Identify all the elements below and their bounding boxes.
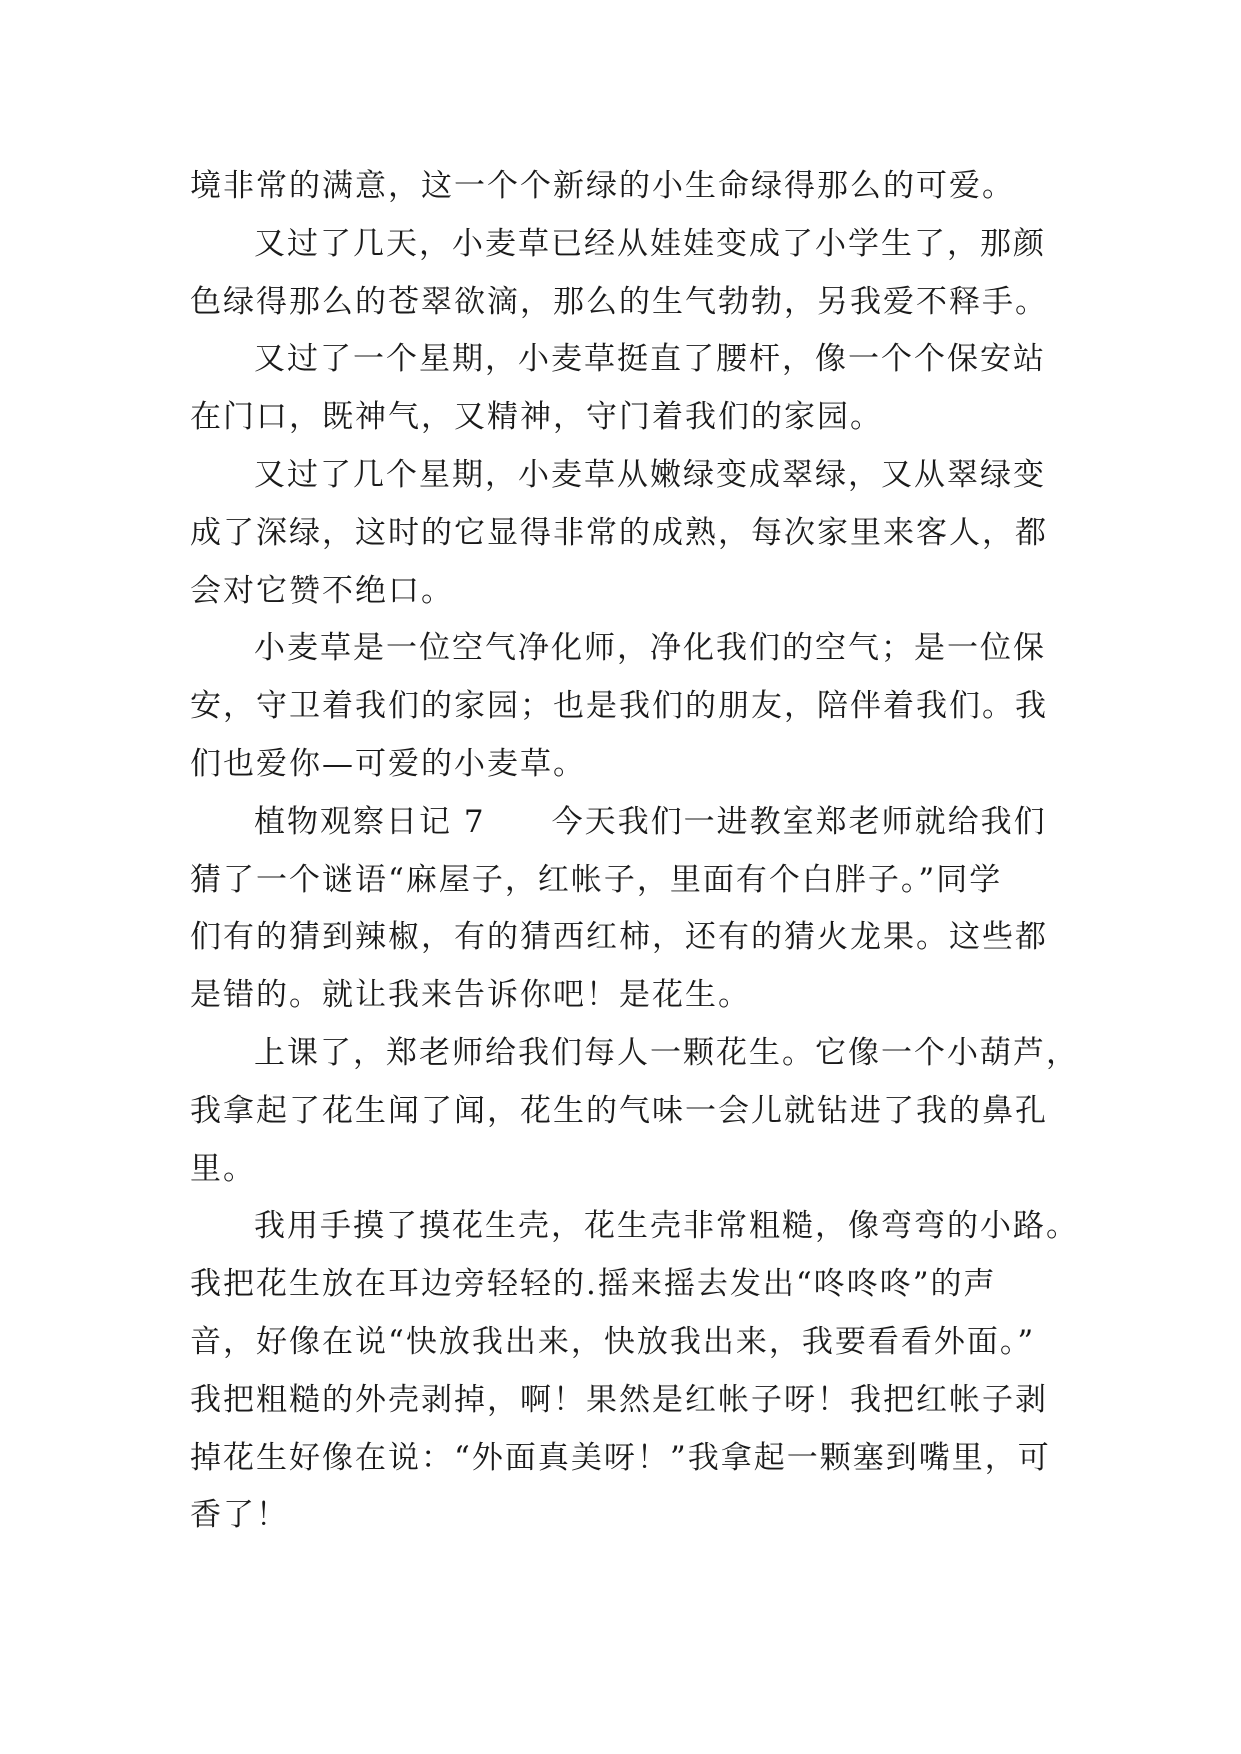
text-line: 是错的。就让我来告诉你吧！是花生。 <box>190 977 751 1014</box>
text-line: 掉花生好像在说：“外面真美呀！”我拿起一颗塞到嘴里，可 <box>190 1439 1051 1476</box>
text-line: 里。 <box>190 1150 256 1187</box>
text-line: 我把粗糙的外壳剥掉，啊！果然是红帐子呀！我把红帐子剥 <box>190 1381 1048 1418</box>
text-line: 色绿得那么的苍翠欲滴，那么的生气勃勃，另我爱不释手。 <box>190 283 1048 320</box>
text-line: 小麦草是一位空气净化师，净化我们的空气；是一位保 <box>254 630 1046 667</box>
text-line: 上课了，郑老师给我们每人一颗花生。它像一个小葫芦， <box>254 1034 1079 1071</box>
text-line: 们也爱你—可爱的小麦草。 <box>190 745 586 782</box>
text-line: 我把花生放在耳边旁轻轻的.摇来摇去发出“咚咚咚”的声 <box>190 1266 997 1303</box>
text-line: 又过了几个星期，小麦草从嫩绿变成翠绿，又从翠绿变 <box>254 456 1046 493</box>
text-line: 音，好像在说“快放我出来，快放我出来，我要看看外面。” <box>190 1323 1036 1360</box>
text-line: 会对它赞不绝口。 <box>190 572 454 609</box>
text-line: 成了深绿，这时的它显得非常的成熟，每次家里来客人，都 <box>190 514 1048 551</box>
text-line: 在门口，既神气，又精神，守门着我们的家园。 <box>190 399 883 436</box>
text-line: 又过了几天，小麦草已经从娃娃变成了小学生了，那颜 <box>254 225 1046 262</box>
text-line: 香了！ <box>190 1497 289 1534</box>
text-line: 猜了一个谜语“麻屋子，红帐子，里面有个白胖子。”同学 <box>190 861 1003 898</box>
text-line: 我用手摸了摸花生壳，花生壳非常粗糙，像弯弯的小路。 <box>254 1208 1079 1245</box>
text-line: 安，守卫着我们的家园；也是我们的朋友，陪伴着我们。我 <box>190 688 1048 725</box>
text-line: 又过了一个星期，小麦草挺直了腰杆，像一个个保安站 <box>254 341 1046 378</box>
text-line: 植物观察日记 7 今天我们一进教室郑老师就给我们 <box>254 803 1047 840</box>
text-line: 境非常的满意，这一个个新绿的小生命绿得那么的可爱。 <box>190 168 1015 204</box>
text-line: 们有的猜到辣椒，有的猜西红柿，还有的猜火龙果。这些都 <box>190 919 1048 956</box>
body-text <box>190 158 1079 1545</box>
text-line: 我拿起了花生闻了闻，花生的气味一会儿就钻进了我的鼻孔 <box>190 1092 1048 1129</box>
